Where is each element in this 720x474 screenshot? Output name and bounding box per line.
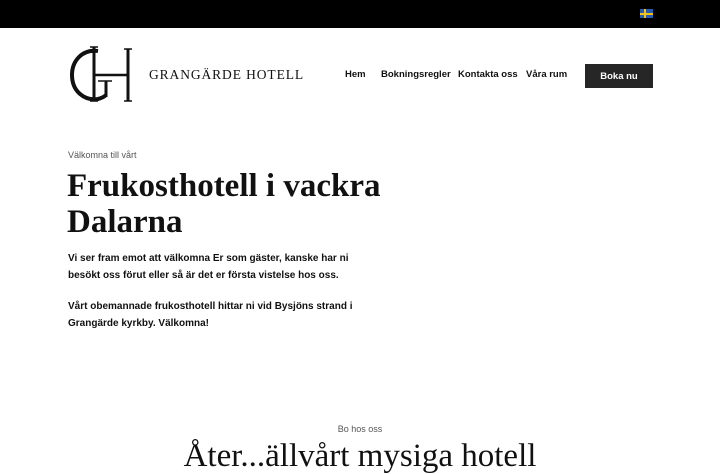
- nav-item-contact[interactable]: Kontakta oss: [458, 69, 518, 80]
- hero-paragraph-1: Vi ser fram emot att välkomna Er som gäster, kanske har ni besökt oss förut eller så är det er första vistelse hos oss.: [68, 253, 349, 281]
- hero-eyebrow: Välkomna till vårt: [68, 150, 137, 160]
- sweden-flag-icon[interactable]: [640, 9, 653, 18]
- top-bar: [0, 0, 720, 28]
- section-eyebrow: Bo hos oss: [337, 424, 383, 434]
- book-now-button[interactable]: Boka nu: [585, 64, 653, 88]
- hero-paragraph-2: Vårt obemannade frukosthotell hittar ni vid Bysjöns strand i Grangärde kyrkby. Välkomna!: [68, 301, 353, 329]
- nav-item-rooms[interactable]: Våra rum: [526, 69, 568, 80]
- logo-monogram[interactable]: [68, 45, 140, 105]
- nav-item-home[interactable]: Hem: [345, 69, 366, 80]
- nav-item-booking-rules[interactable]: Bokningsregler: [381, 69, 451, 80]
- hero-title: Frukosthotell i vackra Dalarna: [67, 168, 381, 240]
- brand-name[interactable]: GRANGÄRDE HOTELL: [149, 67, 305, 82]
- section-title: Åter...ällvårt mysiga hotell: [183, 438, 537, 474]
